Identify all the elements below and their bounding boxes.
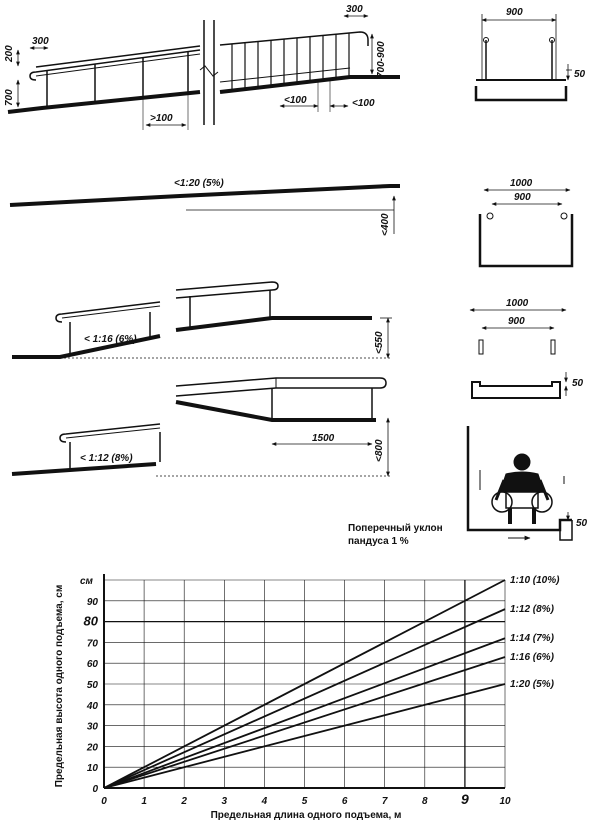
y-tick-90: 90 xyxy=(86,596,98,608)
x-tick-0: 0 xyxy=(101,796,107,807)
x-tick-8: 8 xyxy=(422,796,428,807)
cross-section-handrail xyxy=(476,14,572,100)
slope-8-label: < 1:12 (8%) xyxy=(80,453,133,464)
ramp-limits-chart xyxy=(54,574,560,821)
dim-200: 200 xyxy=(4,45,15,62)
dim-300-right: 300 xyxy=(346,4,363,15)
y-axis-title: Предельная высота одного подъема, см xyxy=(54,584,65,788)
slope-8-landing: 1500 xyxy=(312,433,335,444)
chart-series-labels xyxy=(510,575,560,690)
series-label-4: 1:20 (5%) xyxy=(510,679,554,690)
y-tick-60: 60 xyxy=(86,659,98,671)
ramp-surface-left xyxy=(8,92,200,112)
detail-outer-1000: 1000 xyxy=(510,178,533,189)
y-tick-70: 70 xyxy=(86,638,98,650)
dim-700: 700 xyxy=(4,89,15,106)
slope-6-section xyxy=(12,282,392,358)
cross-slope-note-line-2: пандуса 1 % xyxy=(348,536,409,547)
chart-x-ticks xyxy=(101,791,511,807)
detail-inner-900-b: 900 xyxy=(508,316,525,327)
cross-slope-note xyxy=(348,522,458,548)
detail-outer-1000-b: 1000 xyxy=(506,298,529,309)
upper-handrail xyxy=(36,46,200,67)
detail-step-50-a: 50 xyxy=(572,378,584,389)
x-tick-9: 9 xyxy=(461,791,469,807)
y-tick-50: 50 xyxy=(86,680,98,691)
x-tick-7: 7 xyxy=(381,796,388,807)
dim-gt-100: >100 xyxy=(150,113,173,124)
y-tick-10: 10 xyxy=(86,763,98,775)
x-tick-6: 6 xyxy=(341,796,348,807)
y-tick-40: 40 xyxy=(86,700,98,712)
slope-5-section xyxy=(10,186,400,234)
slope-8-height: <800 xyxy=(374,439,385,462)
series-label-2: 1:14 (7%) xyxy=(510,633,554,645)
y-tick-30: 30 xyxy=(86,721,98,733)
slope-8-surface xyxy=(12,464,156,474)
x-tick-4: 4 xyxy=(261,796,268,807)
chart-y-ticks xyxy=(84,597,99,795)
wheelchair-user-figure xyxy=(468,426,572,540)
series-label-0: 1:10 (10%) xyxy=(510,575,560,586)
y-tick-20: 20 xyxy=(86,742,98,754)
detail-step-50-b: 50 xyxy=(576,518,588,529)
top-ramp-section xyxy=(8,16,400,130)
cross-slope-note-line-1: Поперечный уклон xyxy=(348,523,443,534)
x-tick-5: 5 xyxy=(301,796,308,807)
y-unit-label: см xyxy=(80,576,93,587)
detail-edge-50: 50 xyxy=(574,69,586,80)
detail-inner-900: 900 xyxy=(514,192,531,203)
series-label-3: 1:16 (6%) xyxy=(510,651,554,663)
slope-6-label: < 1:16 (6%) xyxy=(84,334,137,345)
x-tick-3: 3 xyxy=(221,796,228,807)
slope-6-height: <550 xyxy=(374,331,385,354)
slope-8-section xyxy=(12,378,392,476)
slope-5-height: <400 xyxy=(380,213,391,236)
detail-width-900: 900 xyxy=(506,7,523,18)
series-label-1: 1:12 (8%) xyxy=(510,604,554,616)
x-tick-1: 1 xyxy=(141,796,147,807)
dim-700-900: 700-900 xyxy=(376,41,387,78)
slope-5-label: <1:20 (5%) xyxy=(174,178,224,189)
y-tick-0: 0 xyxy=(92,784,98,795)
dim-lt-100-a: <100 xyxy=(284,95,307,106)
dim-lt-100-b: <100 xyxy=(352,98,375,109)
x-tick-10: 10 xyxy=(499,796,511,807)
x-axis-title: Предельная длина одного подъема, м xyxy=(210,810,402,821)
dim-300-left: 300 xyxy=(32,36,49,47)
x-tick-2: 2 xyxy=(181,796,187,807)
y-tick-80: 80 xyxy=(83,613,98,629)
